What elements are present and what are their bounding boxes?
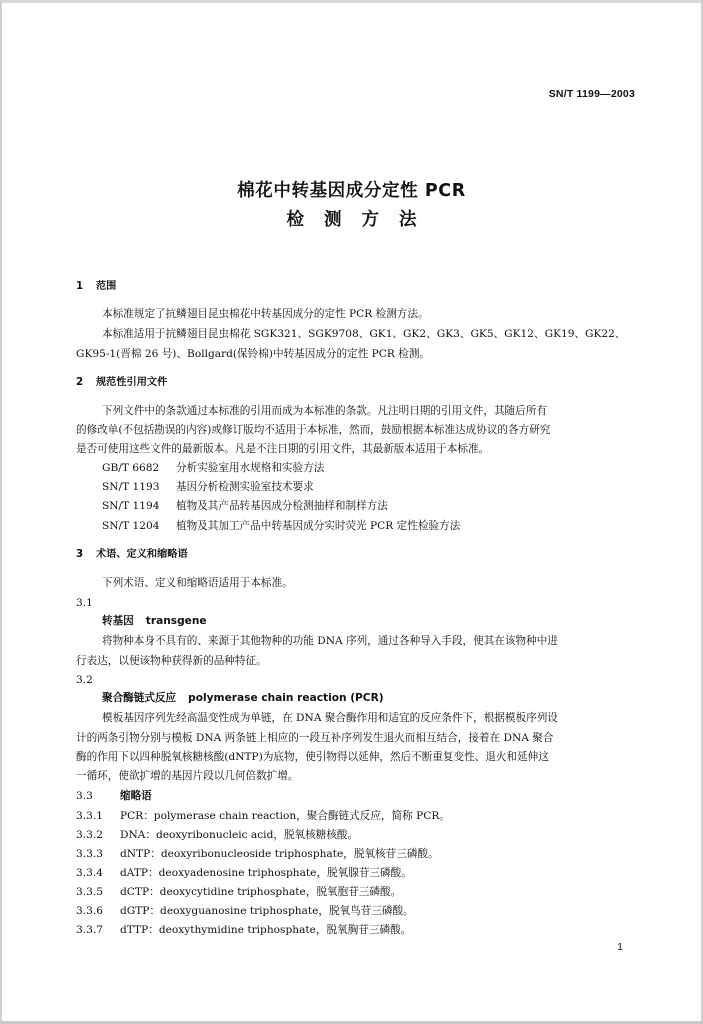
reference-title: 植物及其加工产品中转基因成分实时荧光 PCR 定性检验方法: [176, 520, 461, 532]
reference-code: SN/T 1204: [102, 520, 160, 532]
abbreviation-number: 3.3.4: [76, 867, 103, 879]
scan-border-top: [0, 0, 703, 3]
reference-item: [102, 519, 662, 533]
paragraph-continuation: GK95-1(晋棉 26 号)、Bollgard(保铃棉)中转基因成分的定性 PCR 检测。: [76, 348, 431, 360]
abbreviation-item: [76, 866, 636, 880]
term-entry: [102, 614, 662, 628]
abbreviation-text: dCTP：deoxycytidine triphosphate，脱氧胞苷三磷酸。: [120, 886, 402, 898]
paragraph: 下列术语、定义和缩略语适用于本标准。: [102, 577, 293, 589]
abbreviation-text: dATP：deoxyadenosine triphosphate，脱氧腺苷三磷酸。: [120, 867, 412, 879]
term-definition-continuation: 酶的作用下以四种脱氧核糖核酸(dNTP)为底物，使引物得以延伸，然后不断重复变性、退火和延伸这: [76, 751, 549, 763]
term-definition-continuation: 一循环，使欲扩增的基因片段以几何倍数扩增。: [76, 770, 299, 782]
abbreviation-number: 3.3.1: [76, 810, 103, 822]
term-entry: [102, 691, 662, 705]
paragraph: 本标准规定了抗鳞翅目昆虫棉花中转基因成分的定性 PCR 检测方法。: [102, 308, 429, 320]
paragraph-continuation: 的修改单(不包括勘误的内容)或修订版均不适用于本标准，然而，鼓励根据本标准达成协议的各方研究: [76, 424, 551, 436]
abbreviation-item: [76, 904, 636, 918]
scan-border-left: [0, 0, 2, 1024]
abbreviation-text: dNTP：deoxyribonucleoside triphosphate，脱氧核苷三磷酸。: [120, 848, 439, 860]
abbreviation-text: dTTP：deoxythymidine triphosphate，脱氧胸苷三磷酸。: [120, 924, 412, 936]
reference-code: SN/T 1193: [102, 481, 160, 493]
section-3-heading: [76, 548, 636, 562]
document-title: 棉花中转基因成分定性 PCR: [237, 181, 466, 201]
section-title: 术语、定义和缩略语: [96, 549, 188, 560]
reference-code: GB/T 6682: [102, 462, 160, 474]
section-1-heading: [76, 280, 636, 294]
abbreviation-text: dGTP：deoxyguanosine triphosphate，脱氧鸟苷三磷酸。: [120, 905, 414, 917]
section-title: 规范性引用文件: [96, 377, 168, 388]
abbreviation-number: 3.3.3: [76, 848, 103, 860]
paragraph-continuation: 是否可使用这些文件的最新版本。凡是不注日期的引用文件，其最新版本适用于本标准。: [76, 443, 490, 455]
section-number: 2: [76, 377, 84, 388]
abbreviation-number: 3.3.5: [76, 886, 103, 898]
reference-item: [102, 480, 662, 494]
clause-number: 3.1: [76, 597, 93, 609]
abbreviation-item: [76, 828, 636, 842]
abbreviation-item: [76, 923, 636, 937]
reference-item: [102, 461, 662, 475]
abbreviation-item: [76, 809, 636, 823]
clause-number: 3.3: [76, 790, 93, 802]
reference-title: 植物及其产品转基因成分检测抽样和制样方法: [176, 500, 388, 512]
page-number: 1: [617, 941, 623, 953]
reference-title: 分析实验室用水规格和实验方法: [176, 462, 325, 474]
reference-item: [102, 499, 662, 513]
paragraph: 本标准适用于抗鳞翅目昆虫棉花 SGK321、SGK9708、GK1、GK2、GK3、GK5、GK12、GK19、GK22、: [102, 328, 626, 340]
abbreviation-number: 3.3.6: [76, 905, 103, 917]
reference-code: SN/T 1194: [102, 500, 160, 512]
abbreviation-number: 3.3.7: [76, 924, 103, 936]
reference-title: 基因分析检测实验室技术要求: [176, 481, 314, 493]
clause-number: 3.2: [76, 674, 93, 686]
section-number: 1: [76, 281, 84, 292]
term-english: transgene: [145, 615, 207, 627]
abbreviation-item: [76, 885, 636, 899]
section-title: 范围: [96, 281, 117, 292]
section-2-heading: [76, 376, 636, 390]
term-definition: 模板基因序列先经高温变性成为单链，在 DNA 聚合酶作用和适宜的反应条件下，根据模板序列设: [102, 712, 558, 724]
term-english: polymerase chain reaction (PCR): [188, 692, 384, 704]
abbreviation-number: 3.3.2: [76, 829, 103, 841]
term-definition-continuation: 行表达，以便该物种获得新的品种特征。: [76, 655, 267, 667]
abbreviation-text: PCR：polymerase chain reaction，聚合酶链式反应，简称 PCR。: [120, 810, 450, 822]
abbreviation-text: DNA：deoxyribonucleic acid，脱氧核糖核酸。: [120, 829, 359, 841]
section-number: 3: [76, 549, 84, 560]
abbreviation-item: [76, 847, 636, 861]
abbreviations-heading: [76, 789, 636, 803]
term-chinese: 转基因: [102, 615, 134, 627]
term-chinese: 聚合酶链式反应: [102, 692, 177, 704]
paragraph: 下列文件中的条款通过本标准的引用而成为本标准的条款。凡注明日期的引用文件，其随后所有: [102, 405, 547, 417]
standard-code: SN/T 1199—2003: [548, 88, 635, 100]
term-definition: 将物种本身不具有的、来源于其他物种的功能 DNA 序列，通过各种导入手段，使其在该物种中进: [102, 635, 558, 647]
clause-title: 缩略语: [120, 790, 152, 802]
document-subtitle: 检测方法: [286, 210, 437, 230]
term-definition-continuation: 计的两条引物分别与模板 DNA 两条链上相应的一段互补序列发生退火而相互结合，接着在 DNA 聚合: [76, 732, 554, 744]
